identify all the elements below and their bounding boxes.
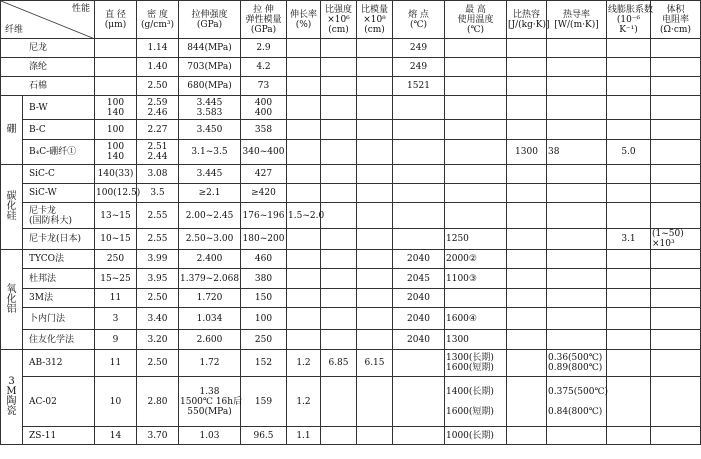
fiber-name: 尼龙 bbox=[1, 39, 95, 58]
cell-col-3: 100 bbox=[241, 308, 287, 330]
cell-col-6 bbox=[357, 96, 393, 120]
cell-col-12 bbox=[651, 77, 701, 96]
cell-col-9 bbox=[507, 427, 547, 445]
cell-col-12 bbox=[651, 350, 701, 377]
cell-col-10 bbox=[547, 308, 607, 330]
cell-col-9 bbox=[507, 250, 547, 269]
header-col-1: 密 度 (g/cm³) bbox=[137, 1, 179, 39]
cell-col-1: 3.08 bbox=[137, 165, 179, 184]
cell-col-5: 6.85 bbox=[321, 350, 357, 377]
cell-col-0: 9 bbox=[95, 330, 137, 350]
cell-col-5 bbox=[321, 377, 357, 427]
cell-col-6 bbox=[357, 165, 393, 184]
cell-col-12 bbox=[651, 140, 701, 165]
cell-col-3: 460 bbox=[241, 250, 287, 269]
cell-col-8 bbox=[445, 140, 507, 165]
table-row bbox=[1, 96, 701, 120]
cell-col-11 bbox=[607, 184, 651, 203]
fiber-name: 卜内门法 bbox=[23, 308, 95, 330]
cell-col-6 bbox=[357, 58, 393, 77]
cell-col-0: 14 bbox=[95, 427, 137, 445]
cell-col-7 bbox=[393, 203, 445, 229]
fiber-name: 3M法 bbox=[23, 289, 95, 308]
cell-col-1: 2.59 2.46 bbox=[137, 96, 179, 120]
cell-col-7 bbox=[393, 350, 445, 377]
cell-col-1: 3.95 bbox=[137, 269, 179, 289]
cell-col-12 bbox=[651, 250, 701, 269]
cell-col-4 bbox=[287, 289, 321, 308]
cell-col-8 bbox=[445, 289, 507, 308]
cell-col-0: 250 bbox=[95, 250, 137, 269]
group-label-m3: 3 M 陶 瓷 bbox=[1, 350, 23, 445]
cell-col-7 bbox=[393, 96, 445, 120]
cell-col-4 bbox=[287, 184, 321, 203]
cell-col-0: 100 bbox=[95, 120, 137, 140]
cell-col-7 bbox=[393, 165, 445, 184]
cell-col-1: 2.50 bbox=[137, 289, 179, 308]
cell-col-9 bbox=[507, 120, 547, 140]
header-col-11: 线膨胀系数 (10⁻⁶ K⁻¹) bbox=[607, 1, 651, 39]
cell-col-1: 3.5 bbox=[137, 184, 179, 203]
cell-col-12 bbox=[651, 184, 701, 203]
cell-col-9 bbox=[507, 330, 547, 350]
cell-col-6 bbox=[357, 77, 393, 96]
header-col-5: 比强度 ×10⁶ (cm) bbox=[321, 1, 357, 39]
cell-col-1: 3.20 bbox=[137, 330, 179, 350]
cell-col-8 bbox=[445, 77, 507, 96]
cell-col-2: 2.00~2.45 bbox=[179, 203, 241, 229]
table-row bbox=[1, 77, 701, 96]
cell-col-8 bbox=[445, 96, 507, 120]
cell-col-11 bbox=[607, 58, 651, 77]
table-row bbox=[1, 269, 701, 289]
cell-col-6 bbox=[357, 39, 393, 58]
group-label-sic: 碳 化 硅 bbox=[1, 165, 23, 250]
cell-col-4 bbox=[287, 140, 321, 165]
cell-col-9 bbox=[507, 377, 547, 427]
cell-col-4 bbox=[287, 58, 321, 77]
cell-col-10: 0.375(500℃) 0.84(800℃) bbox=[547, 377, 607, 427]
cell-col-1: 2.50 bbox=[137, 77, 179, 96]
fiber-name: AB-312 bbox=[23, 350, 95, 377]
cell-col-7 bbox=[393, 140, 445, 165]
cell-col-9 bbox=[507, 96, 547, 120]
cell-col-8: 1400(长期) 1600(短期) bbox=[445, 377, 507, 427]
cell-col-0: 11 bbox=[95, 289, 137, 308]
cell-col-2: 3.1~3.5 bbox=[179, 140, 241, 165]
cell-col-12 bbox=[651, 377, 701, 427]
cell-col-0: 3 bbox=[95, 308, 137, 330]
cell-col-10 bbox=[547, 184, 607, 203]
cell-col-7 bbox=[393, 427, 445, 445]
fiber-name: 尼卡龙 (国防科大) bbox=[23, 203, 95, 229]
corner-top-label: 性能 bbox=[71, 4, 90, 14]
cell-col-4 bbox=[287, 120, 321, 140]
cell-col-8 bbox=[445, 203, 507, 229]
table-row bbox=[1, 58, 701, 77]
cell-col-2: 1.379~2.068 bbox=[179, 269, 241, 289]
cell-col-11: 5.0 bbox=[607, 140, 651, 165]
header-col-0: 直 径 (μm) bbox=[95, 1, 137, 39]
cell-col-9 bbox=[507, 165, 547, 184]
cell-col-12 bbox=[651, 96, 701, 120]
cell-col-3: 380 bbox=[241, 269, 287, 289]
cell-col-0 bbox=[95, 58, 137, 77]
cell-col-9 bbox=[507, 203, 547, 229]
cell-col-4 bbox=[287, 229, 321, 250]
cell-col-10 bbox=[547, 39, 607, 58]
cell-col-9 bbox=[507, 39, 547, 58]
cell-col-4 bbox=[287, 39, 321, 58]
header-col-2: 拉伸强度 (GPa) bbox=[179, 1, 241, 39]
cell-col-8 bbox=[445, 58, 507, 77]
cell-col-6 bbox=[357, 308, 393, 330]
table-row bbox=[1, 120, 701, 140]
cell-col-2: 2.400 bbox=[179, 250, 241, 269]
table-row bbox=[1, 140, 701, 165]
cell-col-3: 159 bbox=[241, 377, 287, 427]
cell-col-9: 1300 bbox=[507, 140, 547, 165]
cell-col-5 bbox=[321, 229, 357, 250]
cell-col-10 bbox=[547, 330, 607, 350]
table-row bbox=[1, 427, 701, 445]
cell-col-0: 100 140 bbox=[95, 140, 137, 165]
cell-col-3: 96.5 bbox=[241, 427, 287, 445]
cell-col-6 bbox=[357, 250, 393, 269]
cell-col-6 bbox=[357, 184, 393, 203]
cell-col-3: ≥420 bbox=[241, 184, 287, 203]
cell-col-8 bbox=[445, 39, 507, 58]
cell-col-2: 1.03 bbox=[179, 427, 241, 445]
cell-col-5 bbox=[321, 203, 357, 229]
cell-col-7: 249 bbox=[393, 39, 445, 58]
cell-col-8: 1100③ bbox=[445, 269, 507, 289]
cell-col-5 bbox=[321, 427, 357, 445]
cell-col-0 bbox=[95, 39, 137, 58]
fiber-name: 杜邦法 bbox=[23, 269, 95, 289]
cell-col-8: 1250 bbox=[445, 229, 507, 250]
cell-col-4: 1.1 bbox=[287, 427, 321, 445]
cell-col-1: 3.40 bbox=[137, 308, 179, 330]
cell-col-6 bbox=[357, 203, 393, 229]
cell-col-3: 4.2 bbox=[241, 58, 287, 77]
cell-col-11 bbox=[607, 96, 651, 120]
fiber-name: AC-02 bbox=[23, 377, 95, 427]
cell-col-11 bbox=[607, 289, 651, 308]
cell-col-12 bbox=[651, 165, 701, 184]
group-label-boron: 硼 bbox=[1, 96, 23, 165]
cell-col-3: 73 bbox=[241, 77, 287, 96]
cell-col-8 bbox=[445, 120, 507, 140]
cell-col-10 bbox=[547, 203, 607, 229]
cell-col-1: 2.51 2.44 bbox=[137, 140, 179, 165]
cell-col-5 bbox=[321, 165, 357, 184]
cell-col-7: 2040 bbox=[393, 330, 445, 350]
cell-col-4 bbox=[287, 269, 321, 289]
cell-col-10 bbox=[547, 250, 607, 269]
cell-col-2: ≥2.1 bbox=[179, 184, 241, 203]
cell-col-10 bbox=[547, 289, 607, 308]
cell-col-2: 680(MPa) bbox=[179, 77, 241, 96]
cell-col-10 bbox=[547, 427, 607, 445]
cell-col-5 bbox=[321, 289, 357, 308]
cell-col-9 bbox=[507, 269, 547, 289]
cell-col-5 bbox=[321, 39, 357, 58]
cell-col-8 bbox=[445, 184, 507, 203]
cell-col-7: 249 bbox=[393, 58, 445, 77]
cell-col-10 bbox=[547, 77, 607, 96]
cell-col-5 bbox=[321, 120, 357, 140]
fiber-name: SiC-W bbox=[23, 184, 95, 203]
cell-col-3: 2.9 bbox=[241, 39, 287, 58]
cell-col-2: 3.450 bbox=[179, 120, 241, 140]
cell-col-0: 15~25 bbox=[95, 269, 137, 289]
header-corner bbox=[1, 1, 95, 39]
table-row bbox=[1, 289, 701, 308]
cell-col-4 bbox=[287, 77, 321, 96]
table-row bbox=[1, 165, 701, 184]
table-row bbox=[1, 250, 701, 269]
cell-col-4 bbox=[287, 330, 321, 350]
cell-col-6 bbox=[357, 377, 393, 427]
cell-col-12 bbox=[651, 308, 701, 330]
cell-col-5 bbox=[321, 184, 357, 203]
cell-col-10 bbox=[547, 269, 607, 289]
fiber-name: B₄C-硼纤① bbox=[23, 140, 95, 165]
cell-col-12 bbox=[651, 58, 701, 77]
cell-col-9 bbox=[507, 229, 547, 250]
cell-col-9 bbox=[507, 350, 547, 377]
cell-col-7 bbox=[393, 229, 445, 250]
cell-col-3: 180~200 bbox=[241, 229, 287, 250]
header-col-12: 体积 电阻率 (Ω·cm) bbox=[651, 1, 701, 39]
cell-col-12 bbox=[651, 330, 701, 350]
fiber-name: 石棉 bbox=[1, 77, 95, 96]
cell-col-12 bbox=[651, 289, 701, 308]
cell-col-2: 3.445 bbox=[179, 165, 241, 184]
cell-col-4 bbox=[287, 308, 321, 330]
header-col-3: 拉 伸 弹性模量 (GPa) bbox=[241, 1, 287, 39]
cell-col-10 bbox=[547, 96, 607, 120]
cell-col-9 bbox=[507, 289, 547, 308]
cell-col-3: 358 bbox=[241, 120, 287, 140]
cell-col-6 bbox=[357, 289, 393, 308]
cell-col-10 bbox=[547, 58, 607, 77]
group-label-alumina: 氧 化 铝 bbox=[1, 250, 23, 350]
cell-col-10: 0.36(500℃) 0.89(800℃) bbox=[547, 350, 607, 377]
cell-col-10 bbox=[547, 165, 607, 184]
cell-col-0: 100 140 bbox=[95, 96, 137, 120]
header-col-10: 热导率 [W/(m·K)] bbox=[547, 1, 607, 39]
cell-col-2: 3.445 3.583 bbox=[179, 96, 241, 120]
cell-col-0: 10 bbox=[95, 377, 137, 427]
cell-col-4 bbox=[287, 96, 321, 120]
cell-col-6: 6.15 bbox=[357, 350, 393, 377]
fiber-name: SiC-C bbox=[23, 165, 95, 184]
cell-col-2: 844(MPa) bbox=[179, 39, 241, 58]
header-col-6: 比模量 ×10⁸ (cm) bbox=[357, 1, 393, 39]
cell-col-0 bbox=[95, 77, 137, 96]
fiber-name: 涤纶 bbox=[1, 58, 95, 77]
cell-col-6 bbox=[357, 140, 393, 165]
cell-col-8: 1600④ bbox=[445, 308, 507, 330]
cell-col-8 bbox=[445, 165, 507, 184]
table-row bbox=[1, 330, 701, 350]
cell-col-0: 13~15 bbox=[95, 203, 137, 229]
cell-col-7: 2040 bbox=[393, 250, 445, 269]
header-row bbox=[1, 1, 701, 39]
cell-col-3: 427 bbox=[241, 165, 287, 184]
cell-col-1: 3.70 bbox=[137, 427, 179, 445]
cell-col-0: 10~15 bbox=[95, 229, 137, 250]
fiber-name: 尼卡龙(日本) bbox=[23, 229, 95, 250]
cell-col-6 bbox=[357, 427, 393, 445]
header-col-7: 熔 点 (℃) bbox=[393, 1, 445, 39]
cell-col-8: 1000(长期) bbox=[445, 427, 507, 445]
cell-col-0: 11 bbox=[95, 350, 137, 377]
cell-col-2: 1.720 bbox=[179, 289, 241, 308]
cell-col-11 bbox=[607, 77, 651, 96]
cell-col-6 bbox=[357, 330, 393, 350]
cell-col-4: 1.5~2.0 bbox=[287, 203, 321, 229]
fiber-name: ZS-11 bbox=[23, 427, 95, 445]
cell-col-1: 2.55 bbox=[137, 203, 179, 229]
fiber-name: B-W bbox=[23, 96, 95, 120]
header-col-9: 比热容 [J/(kg·K)] bbox=[507, 1, 547, 39]
cell-col-2: 1.034 bbox=[179, 308, 241, 330]
cell-col-5 bbox=[321, 58, 357, 77]
cell-col-12 bbox=[651, 203, 701, 229]
cell-col-11 bbox=[607, 427, 651, 445]
cell-col-5 bbox=[321, 330, 357, 350]
cell-col-12: (1~50) ×10³ bbox=[651, 229, 701, 250]
cell-col-11 bbox=[607, 203, 651, 229]
cell-col-10: 38 bbox=[547, 140, 607, 165]
cell-col-9 bbox=[507, 77, 547, 96]
cell-col-3: 340~400 bbox=[241, 140, 287, 165]
cell-col-4 bbox=[287, 165, 321, 184]
cell-col-11 bbox=[607, 377, 651, 427]
fiber-name: B-C bbox=[23, 120, 95, 140]
cell-col-7 bbox=[393, 377, 445, 427]
cell-col-1: 1.40 bbox=[137, 58, 179, 77]
cell-col-5 bbox=[321, 308, 357, 330]
cell-col-11 bbox=[607, 330, 651, 350]
cell-col-11 bbox=[607, 269, 651, 289]
cell-col-11 bbox=[607, 350, 651, 377]
table-row bbox=[1, 184, 701, 203]
fiber-name: 住友化学法 bbox=[23, 330, 95, 350]
cell-col-11 bbox=[607, 39, 651, 58]
cell-col-1: 2.55 bbox=[137, 229, 179, 250]
cell-col-5 bbox=[321, 77, 357, 96]
cell-col-12 bbox=[651, 427, 701, 445]
cell-col-4: 1.2 bbox=[287, 377, 321, 427]
cell-col-6 bbox=[357, 229, 393, 250]
cell-col-5 bbox=[321, 269, 357, 289]
cell-col-3: 250 bbox=[241, 330, 287, 350]
table-row bbox=[1, 203, 701, 229]
cell-col-12 bbox=[651, 120, 701, 140]
cell-col-7: 1521 bbox=[393, 77, 445, 96]
fiber-name: TYCO法 bbox=[23, 250, 95, 269]
cell-col-6 bbox=[357, 120, 393, 140]
cell-col-11: 3.1 bbox=[607, 229, 651, 250]
header-col-8: 最 高 使用温度 (℃) bbox=[445, 1, 507, 39]
cell-col-11 bbox=[607, 165, 651, 184]
cell-col-1: 2.50 bbox=[137, 350, 179, 377]
cell-col-5 bbox=[321, 96, 357, 120]
cell-col-8: 1300(长期) 1600(短期) bbox=[445, 350, 507, 377]
cell-col-5 bbox=[321, 250, 357, 269]
table-row bbox=[1, 377, 701, 427]
cell-col-8: 1300 bbox=[445, 330, 507, 350]
cell-col-1: 1.14 bbox=[137, 39, 179, 58]
cell-col-11 bbox=[607, 308, 651, 330]
cell-col-9 bbox=[507, 308, 547, 330]
cell-col-12 bbox=[651, 39, 701, 58]
cell-col-7 bbox=[393, 120, 445, 140]
cell-col-9 bbox=[507, 58, 547, 77]
cell-col-2: 703(MPa) bbox=[179, 58, 241, 77]
cell-col-7: 2045 bbox=[393, 269, 445, 289]
cell-col-1: 2.27 bbox=[137, 120, 179, 140]
cell-col-3: 152 bbox=[241, 350, 287, 377]
cell-col-0: 140(33) bbox=[95, 165, 137, 184]
cell-col-1: 3.99 bbox=[137, 250, 179, 269]
cell-col-7: 2040 bbox=[393, 289, 445, 308]
cell-col-9 bbox=[507, 184, 547, 203]
cell-col-3: 150 bbox=[241, 289, 287, 308]
cell-col-4 bbox=[287, 250, 321, 269]
cell-col-2: 2.600 bbox=[179, 330, 241, 350]
cell-col-4: 1.2 bbox=[287, 350, 321, 377]
cell-col-2: 1.38 1500℃ 16h后 550(MPa) bbox=[179, 377, 241, 427]
cell-col-10 bbox=[547, 120, 607, 140]
cell-col-6 bbox=[357, 269, 393, 289]
corner-bottom-label: 纤维 bbox=[5, 25, 24, 35]
cell-col-2: 1.72 bbox=[179, 350, 241, 377]
table-row bbox=[1, 308, 701, 330]
cell-col-10 bbox=[547, 229, 607, 250]
cell-col-0: 100(12.5) bbox=[95, 184, 137, 203]
cell-col-11 bbox=[607, 250, 651, 269]
cell-col-11 bbox=[607, 120, 651, 140]
table-row bbox=[1, 229, 701, 250]
cell-col-5 bbox=[321, 140, 357, 165]
cell-col-8: 2000② bbox=[445, 250, 507, 269]
header-col-4: 伸长率 (%) bbox=[287, 1, 321, 39]
cell-col-3: 400 400 bbox=[241, 96, 287, 120]
table-row bbox=[1, 39, 701, 58]
cell-col-12 bbox=[651, 269, 701, 289]
cell-col-7 bbox=[393, 184, 445, 203]
table-row bbox=[1, 350, 701, 377]
cell-col-1: 2.80 bbox=[137, 377, 179, 427]
cell-col-2: 2.50~3.00 bbox=[179, 229, 241, 250]
cell-col-7: 2040 bbox=[393, 308, 445, 330]
cell-col-3: 176~196 bbox=[241, 203, 287, 229]
